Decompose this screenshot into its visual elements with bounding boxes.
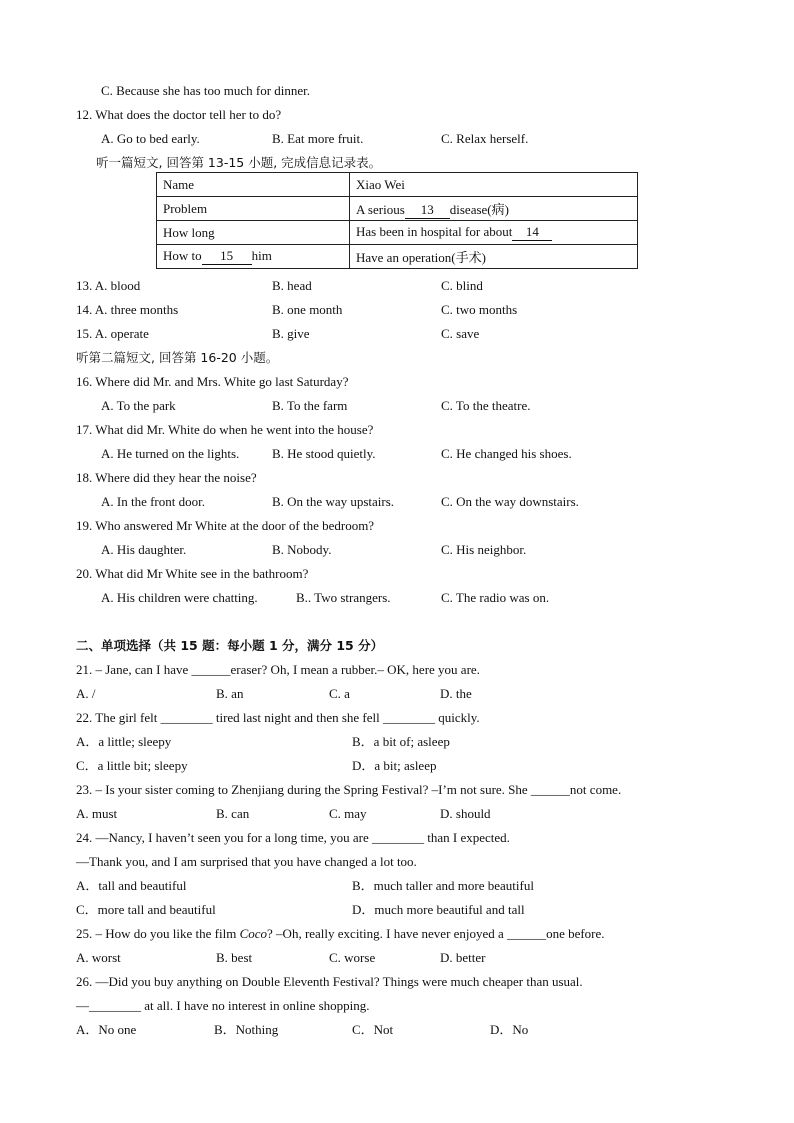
q22-option-d: D．a bit; asleep xyxy=(352,758,437,773)
q16-option-b: B. To the farm xyxy=(272,398,348,413)
q14-option-c: C. two months xyxy=(441,302,518,317)
q22-option-c: C．a little bit; sleepy xyxy=(76,758,188,773)
q15-option-c: C. save xyxy=(441,326,480,341)
q25-option-c: C. worse xyxy=(329,950,376,965)
table-cell xyxy=(350,197,638,221)
q20-option-c: C. The radio was on. xyxy=(441,590,550,605)
q24-option-c: C．more tall and beautiful xyxy=(76,902,216,917)
q25-option-b: B. best xyxy=(216,950,253,965)
table-row xyxy=(157,221,638,245)
q25-option-d: D. better xyxy=(440,950,486,965)
blank-14: 14 xyxy=(512,224,552,241)
q20-option-a: A. His children were chatting. xyxy=(101,590,258,605)
q23-option-b: B. can xyxy=(216,806,250,821)
q26-reply: —________ at all. I have no interest in online shopping. xyxy=(76,998,370,1013)
table-cell: How long xyxy=(157,221,350,245)
q26-option-b: B．Nothing xyxy=(214,1022,279,1037)
info-record-table xyxy=(156,172,638,269)
q23-stem: 23. – Is your sister coming to Zhenjiang during the Spring Festival? –I’m not sure. She ______not come. xyxy=(76,782,622,797)
q18-option-a: A. In the front door. xyxy=(101,494,205,509)
q25-stem xyxy=(76,926,605,942)
q12-stem: 12. What does the doctor tell her to do? xyxy=(76,107,282,122)
q11-option-c: C. Because she has too much for dinner. xyxy=(101,83,311,98)
q12-option-b: B. Eat more fruit. xyxy=(272,131,364,146)
q23-option-c: C. may xyxy=(329,806,367,821)
q21-stem: 21. – Jane, can I have ______eraser? Oh, I mean a rubber.– OK, here you are. xyxy=(76,662,480,677)
q19-option-b: B. Nobody. xyxy=(272,542,332,557)
section-13-15-instruction: 听一篇短文, 回答第 13-15 小题, 完成信息记录表。 xyxy=(96,155,382,170)
cell-text: Has been in hospital for about xyxy=(356,224,513,239)
q24-option-a: A．tall and beautiful xyxy=(76,878,187,893)
q21-option-c: C. a xyxy=(329,686,350,701)
q16-stem: 16. Where did Mr. and Mrs. White go last Saturday? xyxy=(76,374,349,389)
q25-stem-start: 25. – How do you like the film xyxy=(76,926,240,941)
q22-option-b: B．a bit of; asleep xyxy=(352,734,450,749)
cell-text: him xyxy=(251,248,272,263)
q26-option-d: D．No xyxy=(490,1022,529,1037)
q25-option-a: A. worst xyxy=(76,950,121,965)
q13-option-a: 13. A. blood xyxy=(76,278,141,293)
q19-stem: 19. Who answered Mr White at the door of the bedroom? xyxy=(76,518,375,533)
q16-option-c: C. To the theatre. xyxy=(441,398,531,413)
table-cell: Xiao Wei xyxy=(350,173,638,197)
q20-option-b: B.. Two strangers. xyxy=(296,590,391,605)
q26-option-c: C．Not xyxy=(352,1022,394,1037)
cell-text: A serious xyxy=(356,201,405,217)
q24-option-d: D．much more beautiful and tall xyxy=(352,902,525,917)
q17-stem: 17. What did Mr. White do when he went into the house? xyxy=(76,422,374,437)
table-row xyxy=(157,197,638,221)
cell-text: How to xyxy=(163,248,202,263)
q24-reply: —Thank you, and I am surprised that you have changed a lot too. xyxy=(76,854,417,869)
q22-option-a: A．a little; sleepy xyxy=(76,734,172,749)
table-row xyxy=(157,173,638,197)
q26-stem: 26. —Did you buy anything on Double Eleventh Festival? Things were much cheaper than usual. xyxy=(76,974,583,989)
table-cell: Problem xyxy=(157,197,350,221)
q26-option-a: A．No one xyxy=(76,1022,137,1037)
cell-text: disease(病) xyxy=(449,201,509,217)
q20-stem: 20. What did Mr White see in the bathroom? xyxy=(76,566,309,581)
q21-option-b: B. an xyxy=(216,686,244,701)
q21-option-d: D. the xyxy=(440,686,472,701)
q17-option-c: C. He changed his shoes. xyxy=(441,446,572,461)
table-cell xyxy=(157,245,350,269)
q15-option-a: 15. A. operate xyxy=(76,326,149,341)
q17-option-b: B. He stood quietly. xyxy=(272,446,376,461)
section-16-20-instruction: 听第二篇短文, 回答第 16-20 小题。 xyxy=(76,350,279,365)
q17-option-a: A. He turned on the lights. xyxy=(101,446,240,461)
q25-film-title: Coco xyxy=(239,926,268,941)
q12-option-c: C. Relax herself. xyxy=(441,131,529,146)
q24-option-b: B．much taller and more beautiful xyxy=(352,878,534,893)
q16-option-a: A. To the park xyxy=(101,398,176,413)
q14-option-a: 14. A. three months xyxy=(76,302,179,317)
q18-stem: 18. Where did they hear the noise? xyxy=(76,470,257,485)
blank-15: 15 xyxy=(202,248,252,265)
table-cell: Have an operation(手术) xyxy=(350,245,638,269)
q18-option-b: B. On the way upstairs. xyxy=(272,494,395,509)
q19-option-a: A. His daughter. xyxy=(101,542,187,557)
q23-option-d: D. should xyxy=(440,806,491,821)
q21-option-a: A. / xyxy=(76,686,96,701)
q25-stem-end: ? –Oh, really exciting. I have never enjoyed a ______one before. xyxy=(267,926,605,941)
section-2-heading: 二、单项选择（共 15 题：每小题 1 分，满分 15 分） xyxy=(76,638,384,653)
q13-option-c: C. blind xyxy=(441,278,483,293)
q15-option-b: B. give xyxy=(272,326,310,341)
q13-option-b: B. head xyxy=(272,278,312,293)
table-cell xyxy=(350,221,638,245)
q19-option-c: C. His neighbor. xyxy=(441,542,527,557)
table-row xyxy=(157,245,638,269)
q22-stem: 22. The girl felt ________ tired last night and then she fell ________ quickly. xyxy=(76,710,480,725)
q14-option-b: B. one month xyxy=(272,302,343,317)
table-cell: Name xyxy=(157,173,350,197)
q23-option-a: A. must xyxy=(76,806,118,821)
q12-option-a: A. Go to bed early. xyxy=(101,131,200,146)
q18-option-c: C. On the way downstairs. xyxy=(441,494,579,509)
q24-stem: 24. —Nancy, I haven’t seen you for a long time, you are ________ than I expected. xyxy=(76,830,510,845)
blank-13: 13 xyxy=(405,202,450,219)
